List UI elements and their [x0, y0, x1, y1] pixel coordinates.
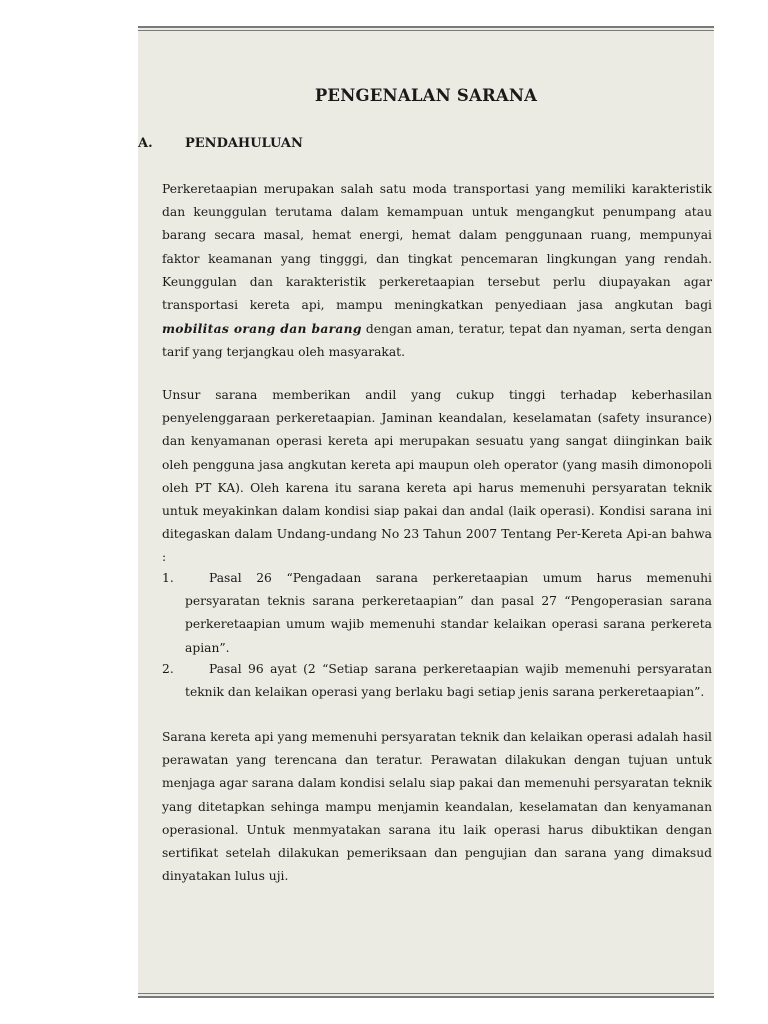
list-item-1-number: 1. — [162, 571, 174, 585]
paragraph-intro — [162, 178, 712, 365]
list-item-2-text: Pasal 96 ayat (2 “Setiap sarana perkeretaapian wajib memenuhi persyaratan teknik dan kelaikan operasi yang berlaku bagi setiap jenis sarana perkeretaapian”. — [185, 662, 712, 700]
section-number: A. — [138, 136, 153, 151]
paragraph-intro-emphasis: mobilitas orang dan barang — [162, 321, 362, 337]
list-item-1 — [162, 567, 712, 660]
paragraph-intro-part1: Perkeretaapian merupakan salah satu moda transportasi yang memiliki karakteristik dan keunggulan terutama dalam kemampuan untuk mengangkut penumpang atau barang secara masal, hemat energi, hemat dalam penggunaan ruang, mempunyai faktor keamanan yang tingggi, dan tingkat pencemaran lingkungan yang rendah. Keunggulan dan karakteristik perkeretaapian tersebut perlu diupayakan agar transportasi kereta api, mampu meningkatkan penyediaan jasa angkutan bagi — [162, 182, 712, 313]
paragraph-perawatan: Sarana kereta api yang memenuhi persyaratan teknik dan kelaikan operasi adalah hasil perawatan yang terencana dan teratur. Perawatan dilakukan dengan tujuan untuk menjaga agar sarana dalam kondisi selalu siap pakai dan memenuhi persyaratan teknik yang ditetapkan sehinga mampu menjamin keandalan, keselamatan dan kenyamanan operasional. Untuk menmyatakan sarana itu laik operasi harus dibuktikan dengan sertifikat setelah dilakukan pemeriksaan dan pengujian dan sarana yang dimaksud dinyatakan lulus uji. — [162, 730, 712, 884]
paragraph-intro-part2: dengan aman, teratur, tepat dan nyaman, serta dengan tarif yang terjangkau oleh masyarakat. — [162, 322, 712, 360]
list-item-1-text: Pasal 26 “Pengadaan sarana perkeretaapian umum harus memenuhi persyaratan teknis sarana perkeretaapian” dan pasal 27 “Pengoperasian sarana perkeretaapian umum wajib memenuhi standar kelaikan operasi sarana perkereta apian”. — [185, 571, 712, 655]
section-title: PENDAHULUAN — [185, 136, 303, 151]
page-title: PENGENALAN SARANA — [314, 86, 538, 105]
paragraph-unsur-sarana: Unsur sarana memberikan andil yang cukup tinggi terhadap keberhasilan penyelenggaraan perkeretaapian. Jaminan keandalan, keselamatan (safety insurance) dan kenyamanan operasi kereta api merupakan sesuatu yang sangat diinginkan baik oleh pengguna jasa angkutan kereta api maupun oleh operator (yang masih dimonopoli oleh PT KA). Oleh karena itu sarana kereta api harus memenuhi persyaratan teknik untuk meyakinkan dalam kondisi siap pakai dan andal (laik operasi). Kondisi sarana ini ditegaskan dalam Undang-undang No 23 Tahun 2007 Tentang Per-Kereta Api-an bahwa : — [162, 388, 712, 565]
list-item-2-number: 2. — [162, 662, 174, 676]
top-border-rule — [138, 26, 714, 31]
bottom-border-rule — [138, 993, 714, 998]
list-item-2 — [162, 658, 712, 704]
document-page — [138, 26, 714, 998]
